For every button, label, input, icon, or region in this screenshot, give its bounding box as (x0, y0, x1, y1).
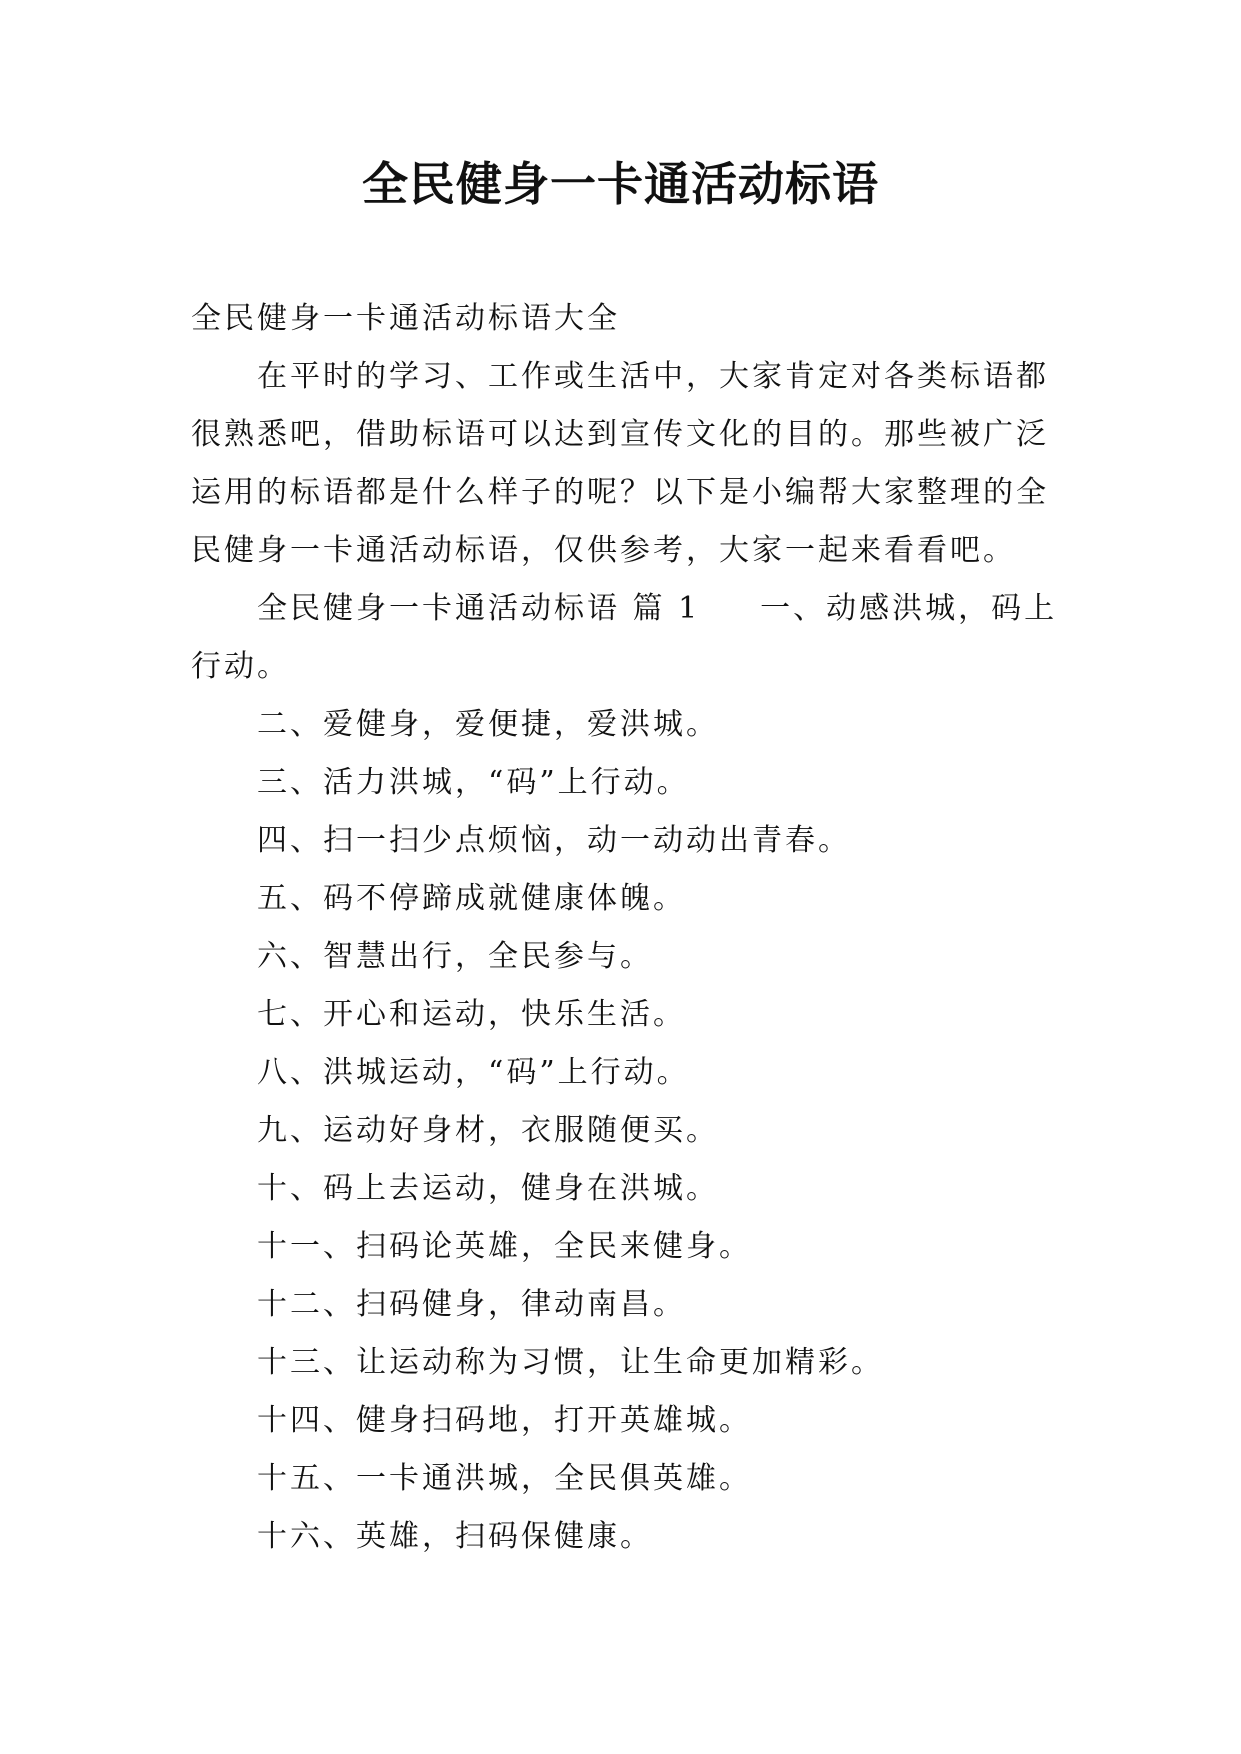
slogan-item: 十二、扫码健身，律动南昌。 (257, 1287, 686, 1322)
slogan-item: 十三、让运动称为习惯，让生命更加精彩。 (257, 1345, 884, 1380)
slogan-item: 九、运动好身材，衣服随便买。 (257, 1113, 719, 1148)
slogan-item: 二、爱健身，爱便捷，爱洪城。 (257, 707, 719, 742)
slogan-item: 六、智慧出行，全民参与。 (257, 939, 653, 974)
slogan-item: 十六、英雄，扫码保健康。 (257, 1519, 653, 1554)
slogan-item: 五、码不停蹄成就健康体魄。 (257, 881, 686, 916)
section-heading: 全民健身一卡通活动标语 篇 1 (257, 591, 701, 626)
slogan-item-1: 一、动感洪城，码上行动。 (191, 591, 1058, 684)
slogan-item: 七、开心和运动，快乐生活。 (257, 997, 686, 1032)
intro-paragraph: 在平时的学习、工作或生活中，大家肯定对各类标语都很熟悉吧，借助标语可以达到宣传文化的目的。那些被广泛运用的标语都是什么样子的呢？以下是小编帮大家整理的全民健身一卡通活动标语，仅供参考，大家一起来看看吧。 (191, 359, 1049, 568)
slogan-item: 三、活力洪城，“码”上行动。 (257, 765, 690, 800)
slogan-item: 十一、扫码论英雄，全民来健身。 (257, 1229, 752, 1264)
slogan-item: 十五、一卡通洪城，全民俱英雄。 (257, 1461, 752, 1496)
document-subtitle: 全民健身一卡通活动标语大全 (191, 301, 620, 336)
document-title: 全民健身一卡通活动标语 (362, 157, 879, 211)
slogan-item: 十四、健身扫码地，打开英雄城。 (257, 1403, 752, 1438)
slogan-item: 八、洪城运动，“码”上行动。 (257, 1055, 690, 1090)
document-body (191, 290, 1063, 1566)
slogan-list (191, 696, 1063, 1566)
section-paragraph (191, 580, 1063, 696)
slogan-item: 四、扫一扫少点烦恼，动一动动出青春。 (257, 823, 851, 858)
slogan-item: 十、码上去运动，健身在洪城。 (257, 1171, 719, 1206)
